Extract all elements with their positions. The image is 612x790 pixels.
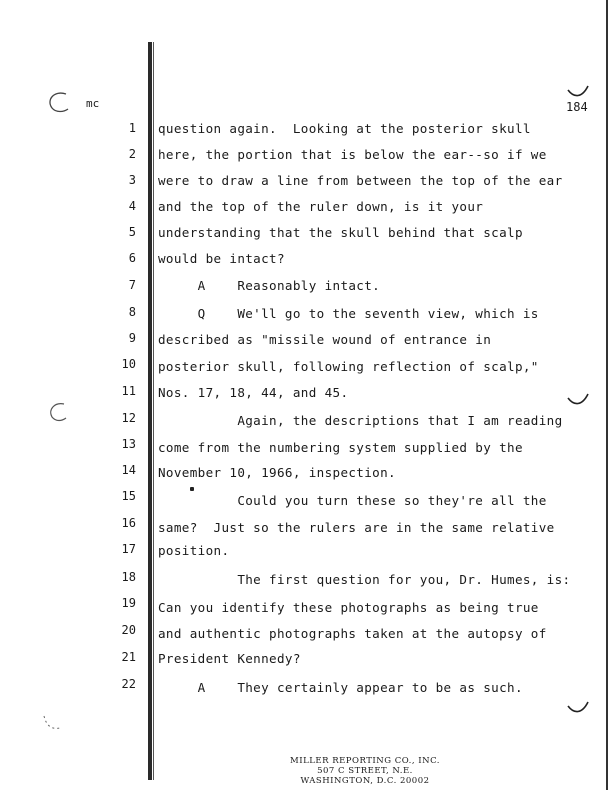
line-number: 20: [121, 623, 136, 637]
line-number: 22: [121, 677, 136, 691]
transcript-line: posterior skull, following reflection of scalp,": [158, 359, 539, 374]
transcript-line: and the top of the ruler down, is it your: [158, 199, 484, 214]
check-tick-middle: [566, 392, 590, 408]
line-number: 19: [121, 596, 136, 610]
transcript-line: position.: [158, 543, 230, 558]
transcript-line: A They certainly appear to be as such.: [158, 680, 523, 695]
transcript-line: Nos. 17, 18, 44, and 45.: [158, 385, 349, 400]
line-number: 3: [128, 173, 136, 187]
check-tick-top: [566, 84, 590, 100]
punch-hole-mark-top: [44, 88, 74, 118]
page-number: 184: [566, 100, 588, 114]
check-tick-bottom: [566, 700, 590, 716]
transcript-line: A Reasonably intact.: [158, 278, 381, 293]
line-number: 21: [121, 650, 136, 664]
transcript-line: come from the numbering system supplied by the: [158, 440, 523, 455]
stray-mark: [190, 487, 194, 491]
transcript-line: were to draw a line from between the top of the ear: [158, 173, 563, 188]
line-number: 17: [121, 542, 136, 556]
transcript-line: and authentic photographs taken at the autopsy of: [158, 626, 547, 641]
transcript-line: Could you turn these so they're all the: [158, 493, 547, 508]
line-number: 7: [128, 278, 136, 292]
page-right-edge: [606, 0, 608, 790]
transcript-line: would be intact?: [158, 251, 285, 266]
line-number: 5: [128, 225, 136, 239]
transcript-line: Q We'll go to the seventh view, which is: [158, 306, 539, 321]
line-number: 10: [121, 357, 136, 371]
footer-street: 507 C STREET, N.E.: [317, 766, 413, 776]
footer-city: WASHINGTON, D.C. 20002: [300, 776, 430, 786]
line-number: 14: [121, 463, 136, 477]
transcript-line: The first question for you, Dr. Humes, is:: [158, 572, 571, 587]
transcript-line: November 10, 1966, inspection.: [158, 465, 396, 480]
line-number: 15: [121, 489, 136, 503]
line-number: 9: [128, 331, 136, 345]
line-number: 6: [128, 251, 136, 265]
transcript-line: Again, the descriptions that I am reading: [158, 413, 563, 428]
transcript-line: understanding that the skull behind that scalp: [158, 225, 523, 240]
transcript-line: Can you identify these photographs as being true: [158, 600, 539, 615]
transcript-line: President Kennedy?: [158, 651, 301, 666]
punch-hole-mark-middle: [44, 398, 74, 428]
line-number: 1: [128, 121, 136, 135]
line-number: 16: [121, 516, 136, 530]
punch-hole-mark-bottom: [38, 708, 68, 738]
transcript-line: question again. Looking at the posterior skull: [158, 121, 531, 136]
line-number: 4: [128, 199, 136, 213]
transcript-line: same? Just so the rulers are in the same relative: [158, 520, 555, 535]
margin-rule: [148, 42, 152, 780]
margin-rule-inner: [153, 42, 154, 780]
reporter-initials: mc: [86, 97, 100, 110]
footer-company: MILLER REPORTING CO., INC.: [290, 756, 440, 766]
transcript-line: described as "missile wound of entrance in: [158, 332, 492, 347]
line-number: 2: [128, 147, 136, 161]
line-number: 18: [121, 570, 136, 584]
reporter-footer: [250, 756, 480, 786]
line-number: 12: [121, 411, 136, 425]
line-number: 8: [128, 305, 136, 319]
line-number: 13: [121, 437, 136, 451]
line-number: 11: [121, 384, 136, 398]
transcript-line: here, the portion that is below the ear--so if we: [158, 147, 547, 162]
